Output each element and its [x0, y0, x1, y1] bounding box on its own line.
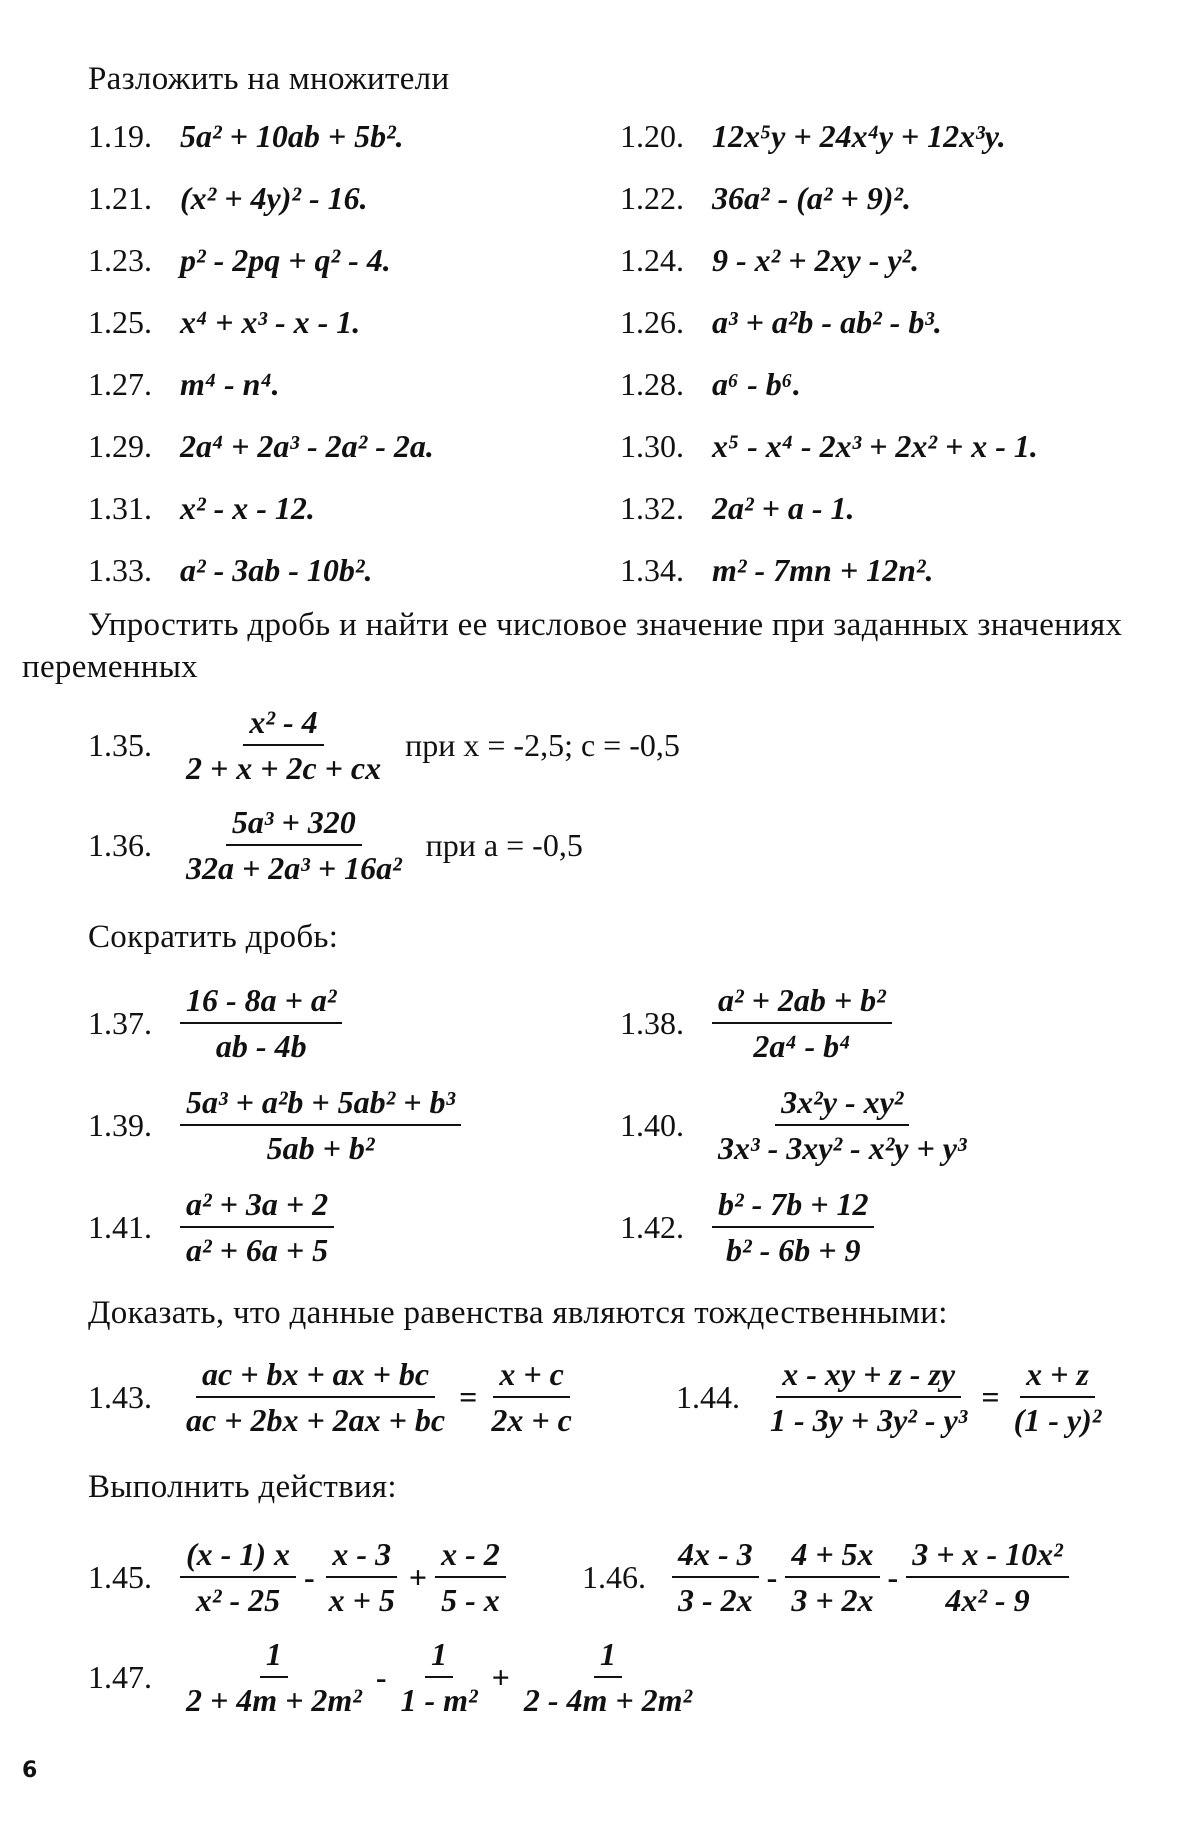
section-heading-compute: Выполнить действия:: [88, 1469, 397, 1505]
denominator: 5ab + b²: [266, 1130, 375, 1166]
problem-number: 1.39.: [88, 1106, 152, 1143]
problem-1-20: [620, 118, 1006, 155]
denominator: 1 - 3y + 3y² - y³: [770, 1402, 968, 1438]
denominator: 3 + 2x: [791, 1582, 874, 1618]
numerator: x² - 4: [243, 700, 323, 746]
problem-expression: m⁴ - n⁴.: [180, 366, 280, 402]
problem-number: 1.32.: [620, 490, 684, 526]
fraction: [906, 1532, 1068, 1622]
denominator: (1 - y)²: [1013, 1402, 1102, 1438]
problem-1-42: [620, 1182, 874, 1272]
operator: +: [491, 1658, 510, 1695]
problem-1-32: [620, 490, 854, 527]
numerator: x + c: [493, 1352, 569, 1398]
denominator: 32a + 2a³ + 16a²: [186, 850, 402, 886]
operator: +: [408, 1558, 428, 1595]
problem-1-38: [620, 978, 892, 1068]
fraction: [180, 978, 342, 1068]
problem-1-30: [620, 428, 1038, 465]
denominator: x² - 25: [195, 1582, 281, 1618]
problem-number: 1.20.: [620, 118, 684, 154]
condition-text: при x = -2,5; c = -0,5: [405, 726, 680, 763]
numerator: b² - 7b + 12: [712, 1182, 874, 1228]
problem-number: 1.28.: [620, 366, 684, 402]
fraction: [180, 700, 387, 790]
numerator: 5a³ + a²b + 5ab² + b³: [180, 1080, 461, 1126]
problem-expression: a³ + a²b - ab² - b³.: [712, 304, 942, 340]
denominator: 2a⁴ - b⁴: [753, 1028, 851, 1064]
problem-1-24: [620, 242, 919, 279]
problem-number: 1.24.: [620, 242, 684, 278]
equals-sign: =: [981, 1378, 1000, 1415]
operator: -: [303, 1558, 315, 1595]
problem-number: 1.35.: [88, 726, 152, 763]
denominator: 3x³ - 3xy² - x²y + y³: [718, 1130, 967, 1166]
problem-1-21: [88, 180, 368, 217]
numerator: ac + bx + ax + bc: [196, 1352, 435, 1398]
problem-number: 1.42.: [620, 1208, 684, 1245]
problem-expression: 5a² + 10ab + 5b².: [180, 118, 404, 154]
problem-1-22: [620, 180, 911, 217]
denominator: ac + 2bx + 2ax + bc: [186, 1402, 446, 1438]
fraction-right: [1008, 1352, 1108, 1442]
numerator: 4x - 3: [672, 1532, 759, 1578]
problem-expression: 12x⁵y + 24x⁴y + 12x³y.: [712, 118, 1006, 154]
numerator: x - 3: [326, 1532, 397, 1578]
problem-number: 1.34.: [620, 552, 684, 588]
denominator: 3 - 2x: [678, 1582, 753, 1618]
problem-1-39: [88, 1080, 461, 1170]
problem-1-37: [88, 978, 342, 1068]
problem-number: 1.40.: [620, 1106, 684, 1143]
fraction-left: [764, 1352, 973, 1442]
problem-number: 1.25.: [88, 304, 152, 340]
problem-1-29: [88, 428, 434, 465]
denominator: 2 - 4m + 2m²: [523, 1682, 693, 1718]
fraction: [180, 1532, 296, 1622]
problem-number: 1.26.: [620, 304, 684, 340]
problem-expression: a² - 3ab - 10b².: [180, 552, 373, 588]
numerator: 4 + 5x: [785, 1532, 879, 1578]
problem-number: 1.38.: [620, 1004, 684, 1041]
problem-1-36: [88, 800, 583, 890]
problem-expression: a⁶ - b⁶.: [712, 366, 801, 402]
problem-1-41: [88, 1182, 334, 1272]
problem-expression: p² - 2pq + q² - 4.: [180, 242, 391, 278]
numerator: 1: [260, 1632, 288, 1678]
problem-1-28: [620, 366, 801, 403]
problem-1-27: [88, 366, 280, 403]
fraction: [395, 1632, 484, 1722]
denominator: 2 + 4m + 2m²: [186, 1682, 362, 1718]
operator: -: [887, 1558, 899, 1595]
fraction: [435, 1532, 506, 1622]
operator: -: [766, 1558, 778, 1595]
problem-number: 1.33.: [88, 552, 152, 588]
denominator: b² - 6b + 9: [726, 1232, 861, 1268]
fraction: [180, 1182, 334, 1272]
problem-1-33: [88, 552, 373, 589]
condition-text: при a = -0,5: [425, 826, 583, 863]
fraction: [712, 978, 892, 1068]
problem-number: 1.30.: [620, 428, 684, 464]
problem-1-45: [88, 1532, 506, 1622]
section-heading-factor: Разложить на множители: [88, 61, 450, 97]
numerator: x - 2: [435, 1532, 506, 1578]
problem-expression: 36a² - (a² + 9)².: [712, 180, 911, 216]
denominator: 4x² - 9: [945, 1582, 1030, 1618]
fraction: [323, 1532, 401, 1622]
numerator: a² + 3a + 2: [180, 1182, 334, 1228]
numerator: 1: [425, 1632, 453, 1678]
problem-number: 1.23.: [88, 242, 152, 278]
fraction: [180, 1080, 461, 1170]
problem-1-44: [676, 1352, 1107, 1442]
numerator: a² + 2ab + b²: [712, 978, 892, 1024]
problem-1-31: [88, 490, 315, 527]
denominator: 2 + x + 2c + cx: [186, 750, 382, 786]
fraction: [518, 1632, 698, 1722]
section-heading-prove: Доказать, что данные равенства являются тождественными:: [88, 1295, 948, 1331]
problem-number: 1.41.: [88, 1208, 152, 1245]
problem-number: 1.21.: [88, 180, 152, 216]
section-heading-reduce: Сократить дробь:: [88, 919, 339, 955]
problem-1-40: [620, 1080, 973, 1170]
equals-sign: =: [459, 1378, 478, 1415]
fraction-left: [180, 1352, 451, 1442]
problem-1-34: [620, 552, 933, 589]
problem-number: 1.43.: [88, 1378, 152, 1415]
problem-number: 1.31.: [88, 490, 152, 526]
numerator: 3x²y - xy²: [775, 1080, 909, 1126]
problem-1-23: [88, 242, 391, 279]
numerator: 3 + x - 10x²: [906, 1532, 1068, 1578]
problem-1-19: [88, 118, 404, 155]
operator: -: [375, 1658, 387, 1695]
problem-1-25: [88, 304, 360, 341]
fraction: [672, 1532, 759, 1622]
problem-expression: x⁴ + x³ - x - 1.: [180, 304, 361, 340]
problem-expression: m² - 7mn + 12n².: [712, 552, 934, 588]
numerator: 16 - 8a + a²: [180, 978, 342, 1024]
problem-number: 1.47.: [88, 1658, 152, 1695]
problem-expression: x² - x - 12.: [180, 490, 315, 526]
numerator: 1: [594, 1632, 622, 1678]
problem-number: 1.44.: [676, 1378, 740, 1415]
numerator: 5a³ + 320: [226, 800, 362, 846]
problem-expression: (x² + 4y)² - 16.: [180, 180, 368, 216]
numerator: (x - 1) x: [180, 1532, 296, 1578]
fraction: [180, 800, 408, 890]
denominator: x + 5: [328, 1582, 395, 1618]
fraction: [785, 1532, 879, 1622]
problem-expression: 2a⁴ + 2a³ - 2a² - 2a.: [180, 428, 434, 464]
denominator: 5 - x: [441, 1582, 500, 1618]
problem-1-35: [88, 700, 680, 790]
fraction: [712, 1080, 973, 1170]
page-number: 6: [22, 1758, 38, 1783]
problem-1-26: [620, 304, 942, 341]
problem-expression: x⁵ - x⁴ - 2x³ + 2x² + x - 1.: [712, 428, 1038, 464]
numerator: x + z: [1020, 1352, 1095, 1398]
problem-number: 1.45.: [88, 1558, 152, 1595]
denominator: a² + 6a + 5: [186, 1232, 329, 1268]
problem-1-43: [88, 1352, 578, 1442]
problem-expression: 9 - x² + 2xy - y².: [712, 242, 920, 278]
problem-expression: 2a² + a - 1.: [712, 490, 855, 526]
problem-number: 1.22.: [620, 180, 684, 216]
problem-number: 1.37.: [88, 1004, 152, 1041]
problem-1-46: [582, 1532, 1069, 1622]
denominator: ab - 4b: [215, 1028, 307, 1064]
section-heading-simplify: Упростить дробь и найти ее числовое значение при заданных значениях переменных: [22, 607, 1123, 685]
problem-number: 1.36.: [88, 826, 152, 863]
fraction: [712, 1182, 874, 1272]
fraction-right: [485, 1352, 577, 1442]
fraction: [180, 1632, 368, 1722]
numerator: x - xy + z - zy: [776, 1352, 961, 1398]
denominator: 1 - m²: [400, 1682, 478, 1718]
problem-number: 1.46.: [582, 1558, 646, 1595]
problem-number: 1.19.: [88, 118, 152, 154]
problem-1-47: [88, 1632, 698, 1722]
problem-number: 1.27.: [88, 366, 152, 402]
denominator: 2x + c: [491, 1402, 572, 1438]
problem-number: 1.29.: [88, 428, 152, 464]
